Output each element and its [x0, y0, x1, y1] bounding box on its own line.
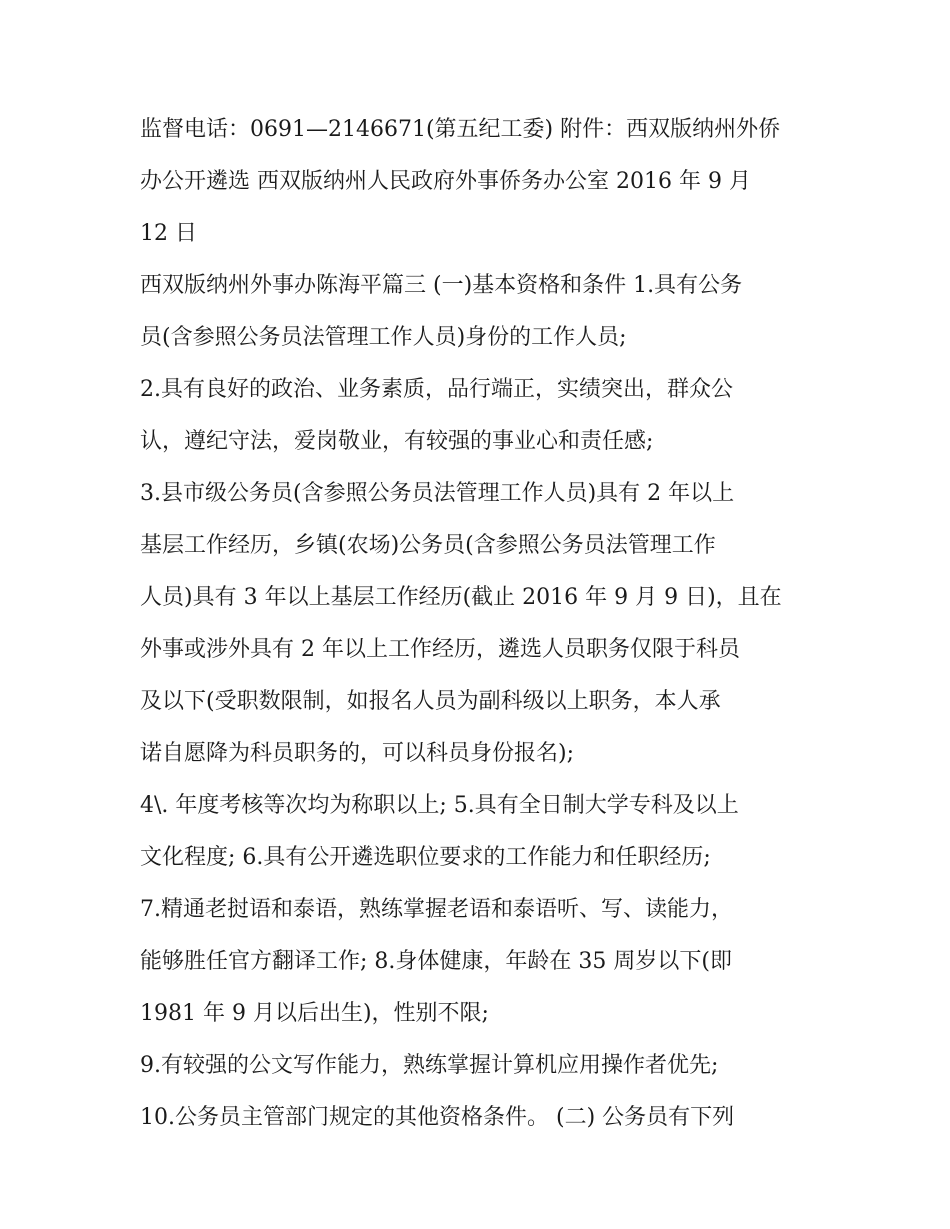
text-line: 西双版纳州外事办陈海平篇三 (一)基本资格和条件 1.具有公务 — [140, 273, 743, 298]
text-line: 基层工作经历，乡镇(农场)公务员(含参照公务员法管理工作 — [140, 533, 716, 558]
text-line: 12 日 — [140, 221, 197, 246]
text-line: 办公开遴选 西双版纳州人民政府外事侨务办公室 2016 年 9 月 — [140, 169, 751, 194]
text-line: 外事或涉外具有 2 年以上工作经历，遴选人员职务仅限于科员 — [140, 637, 740, 662]
text-line: 10.公务员主管部门规定的其他资格条件。 (二) 公务员有下列 — [140, 1105, 735, 1130]
text-line: 9.有较强的公文写作能力，熟练掌握计算机应用操作者优先; — [140, 1053, 719, 1078]
text-line: 员(含参照公务员法管理工作人员)身份的工作人员; — [140, 325, 627, 350]
text-line: 及以下(受职数限制，如报名人员为副科级以上职务，本人承 — [140, 689, 721, 714]
text-line: 能够胜任官方翻译工作; 8.身体健康，年龄在 35 周岁以下(即 — [140, 949, 732, 974]
text-line: 监督电话：0691—2146671(第五纪工委) 附件：西双版纳州外侨 — [140, 117, 781, 142]
text-line: 1981 年 9 月以后出生)，性别不限; — [140, 1001, 489, 1026]
text-line: 2.具有良好的政治、业务素质，品行端正，实绩突出，群众公 — [140, 377, 733, 402]
text-line: 3.县市级公务员(含参照公务员法管理工作人员)具有 2 年以上 — [140, 481, 735, 506]
text-line: 4\. 年度考核等次均为称职以上; 5.具有全日制大学专科及以上 — [140, 793, 739, 818]
text-line: 认，遵纪守法，爱岗敬业，有较强的事业心和责任感; — [140, 429, 654, 454]
text-line: 人员)具有 3 年以上基层工作经历(截止 2016 年 9 月 9 日)，且在 — [140, 585, 782, 610]
document-body — [140, 104, 820, 1144]
text-line: 文化程度; 6.具有公开遴选职位要求的工作能力和任职经历; — [140, 845, 711, 870]
text-line: 7.精通老挝语和泰语，熟练掌握老语和泰语听、写、读能力， — [140, 897, 733, 922]
text-line: 诺自愿降为科员职务的，可以科员身份报名); — [140, 741, 574, 766]
